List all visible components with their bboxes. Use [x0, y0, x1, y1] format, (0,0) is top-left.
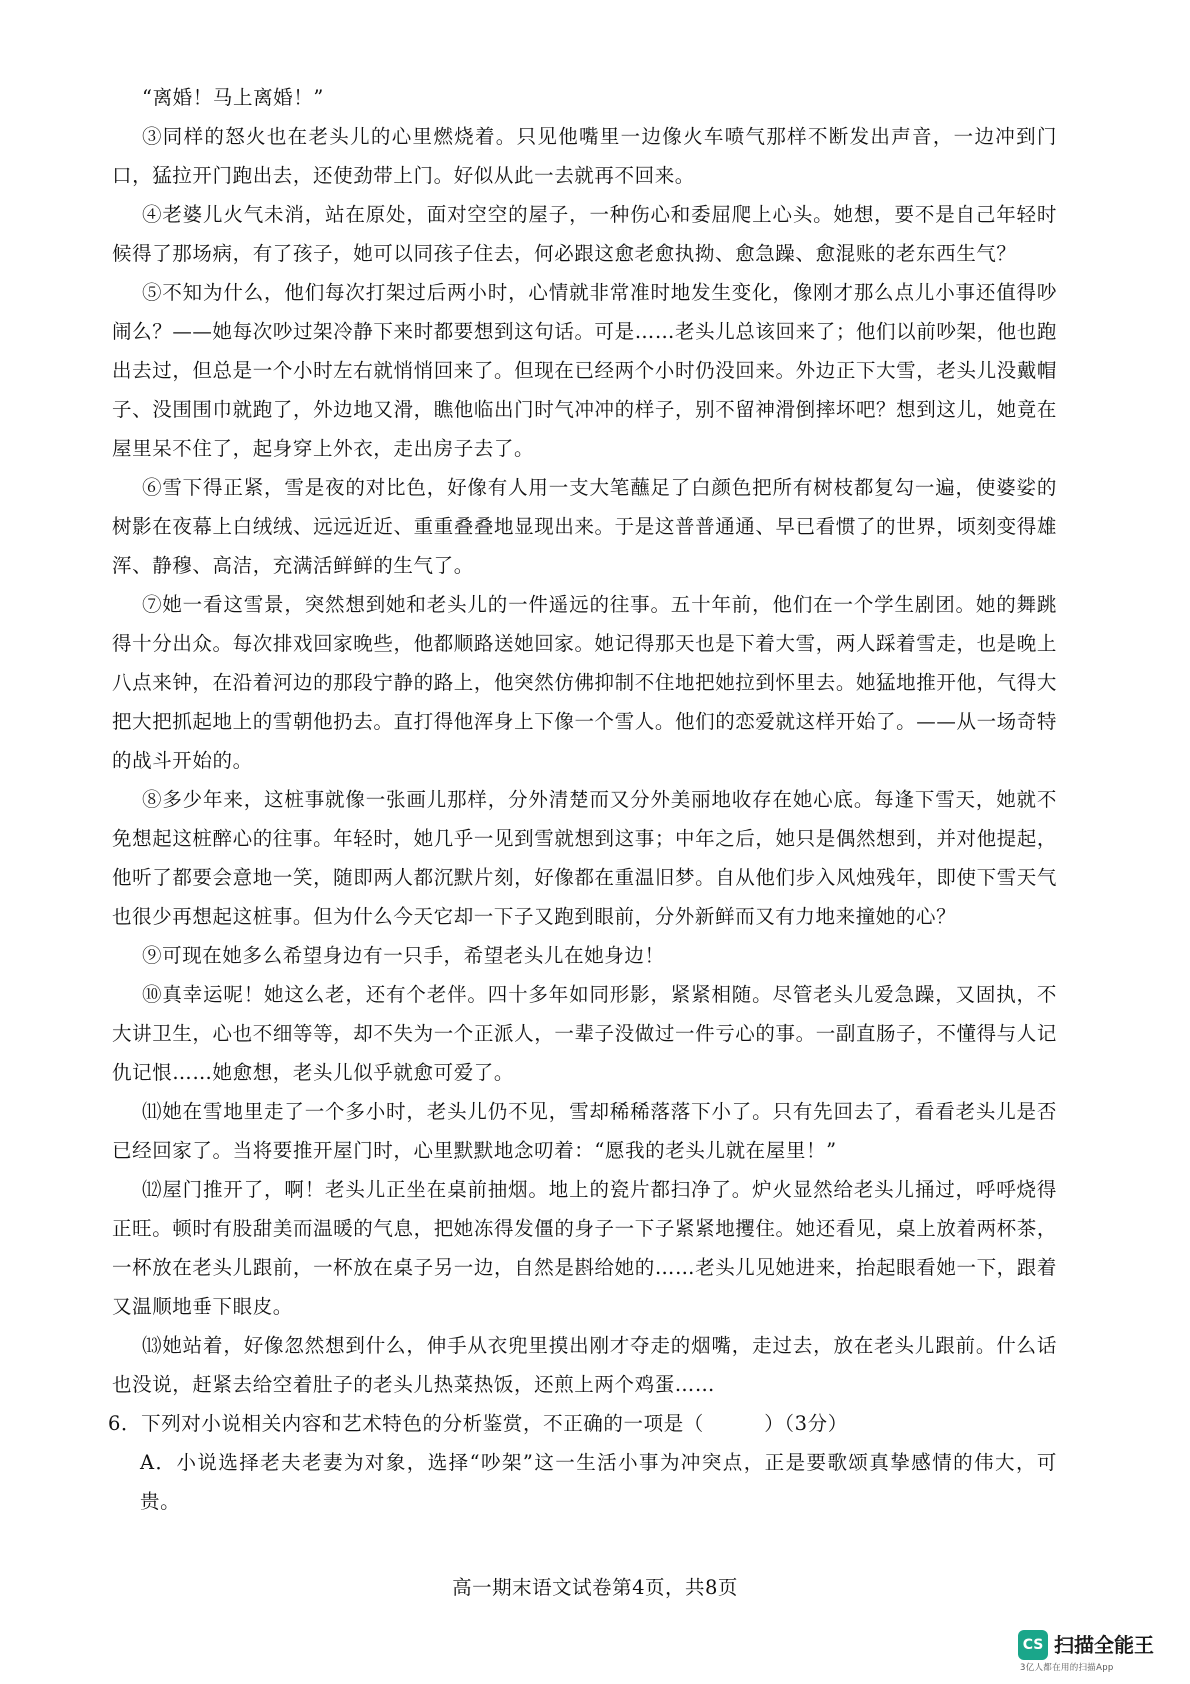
camscanner-logo-icon: CS — [1018, 1630, 1048, 1660]
watermark-app-name: 扫描全能王 — [1054, 1633, 1154, 1657]
paragraph-7: ⑦她一看这雪景，突然想到她和老头儿的一件遥远的往事。五十年前，他们在一个学生剧团。她的舞跳得十分出众。每次排戏回家晚些，他都顺路送她回家。她记得那天也是下着大雪，两人踩着雪走，也是晚上八点来钟，在沿着河边的那段宁静的路上，他突然仿佛抑制不住地把她拉到怀里去。她猛地推开他，气得大把大把抓起地上的雪朝他扔去。直打得他浑身上下像一个雪人。他们的恋爱就这样开始了。——从一场奇特的战斗开始的。 — [112, 593, 1057, 772]
passage — [108, 78, 1057, 1521]
paragraph-12: ⑿屋门推开了，啊！老头儿正坐在桌前抽烟。地上的瓷片都扫净了。炉火显然给老头儿捅过，呼呼烧得正旺。顿时有股甜美而温暖的气息，把她冻得发僵的身子一下子紧紧地攫住。她还看见，桌上放着两杯茶，一杯放在老头儿跟前，一杯放在桌子另一边，自然是斟给她的……老头儿见她进来，抬起眼看她一下，跟着又温顺地垂下眼皮。 — [112, 1178, 1057, 1318]
paragraph-4: ④老婆儿火气未消，站在原处，面对空空的屋子，一种伤心和委屈爬上心头。她想，要不是自己年轻时候得了那场病，有了孩子，她可以同孩子住去，何必跟这愈老愈执拗、愈急躁、愈混账的老东西生气？ — [112, 203, 1057, 265]
page-footer: 高一期末语文试卷第4页，共8页 — [452, 1576, 738, 1599]
paragraph-10: ⑩真幸运呢！她这么老，还有个老伴。四十多年如同形影，紧紧相随。尽管老头儿爱急躁，又固执，不大讲卫生，心也不细等等，却不失为一个正派人，一辈子没做过一件亏心的事。一副直肠子，不懂得与人记仇记恨……她愈想，老头儿似乎就愈可爱了。 — [112, 983, 1057, 1084]
paragraph-6: ⑥雪下得正紧，雪是夜的对比色，好像有人用一支大笔蘸足了白颜色把所有树枝都复勾一遍，使婆娑的树影在夜幕上白绒绒、远远近近、重重叠叠地显现出来。于是这普普通通、早已看惯了的世界，顷刻变得雄浑、静穆、高洁，充满活鲜鲜的生气了。 — [112, 476, 1057, 577]
paragraph-9: ⑨可现在她多么希望身边有一只手，希望老头儿在她身边！ — [142, 944, 665, 967]
paragraph-8: ⑧多少年来，这桩事就像一张画儿那样，分外清楚而又分外美丽地收存在她心底。每逢下雪天，她就不免想起这桩醉心的往事。年轻时，她几乎一见到雪就想到这事；中年之后，她只是偶然想到，并对他提起，他听了都要会意地一笑，随即两人都沉默片刻，好像都在重温旧梦。自从他们步入风烛残年，即使下雪天气也很少再想起这桩事。但为什么今天它却一下子又跑到眼前，分外新鲜而又有力地来撞她的心？ — [112, 788, 1057, 928]
watermark-tagline: 3亿人都在用的扫描App — [1020, 1663, 1114, 1673]
option-a: A．小说选择老夫老妻为对象，选择“吵架”这一生活小事为冲突点，正是要歌颂真挚感情的伟大，可贵。 — [140, 1451, 1057, 1513]
paragraph-11: ⑾她在雪地里走了一个多小时，老头儿仍不见，雪却稀稀落落下小了。只有先回去了，看看老头儿是否已经回家了。当将要推开屋门时，心里默默地念叨着：“愿我的老头儿就在屋里！” — [112, 1100, 1057, 1162]
paragraph-3: ③同样的怒火也在老头儿的心里燃烧着。只见他嘴里一边像火车喷气那样不断发出声音，一边冲到门口，猛拉开门跑出去，还使劲带上门。好似从此一去就再不回来。 — [112, 125, 1057, 187]
scanner-watermark — [1018, 1628, 1168, 1676]
paragraph-13: ⒀她站着，好像忽然想到什么，伸手从衣兜里摸出刚才夺走的烟嘴，走过去，放在老头儿跟前。什么话也没说，赶紧去给空着肚子的老头儿热菜热饭，还煎上两个鸡蛋…… — [112, 1334, 1057, 1396]
paragraph-dialogue: “离婚！马上离婚！” — [142, 86, 324, 109]
paragraph-5: ⑤不知为什么，他们每次打架过后两小时，心情就非常准时地发生变化，像刚才那么点儿小事还值得吵闹么？——她每次吵过架冷静下来时都要想到这句话。可是……老头儿总该回来了；他们以前吵架，他也跑出去过，但总是一个小时左右就悄悄回来了。但现在已经两个小时仍没回来。外边正下大雪，老头儿没戴帽子、没围围巾就跑了，外边地又滑，瞧他临出门时气冲冲的样子，别不留神滑倒摔坏吧？想到这儿，她竟在屋里呆不住了，起身穿上外衣，走出房子去了。 — [112, 281, 1057, 460]
question-6: 6．下列对小说相关内容和艺术特色的分析鉴赏，不正确的一项是（ ）（3分） — [108, 1412, 848, 1435]
